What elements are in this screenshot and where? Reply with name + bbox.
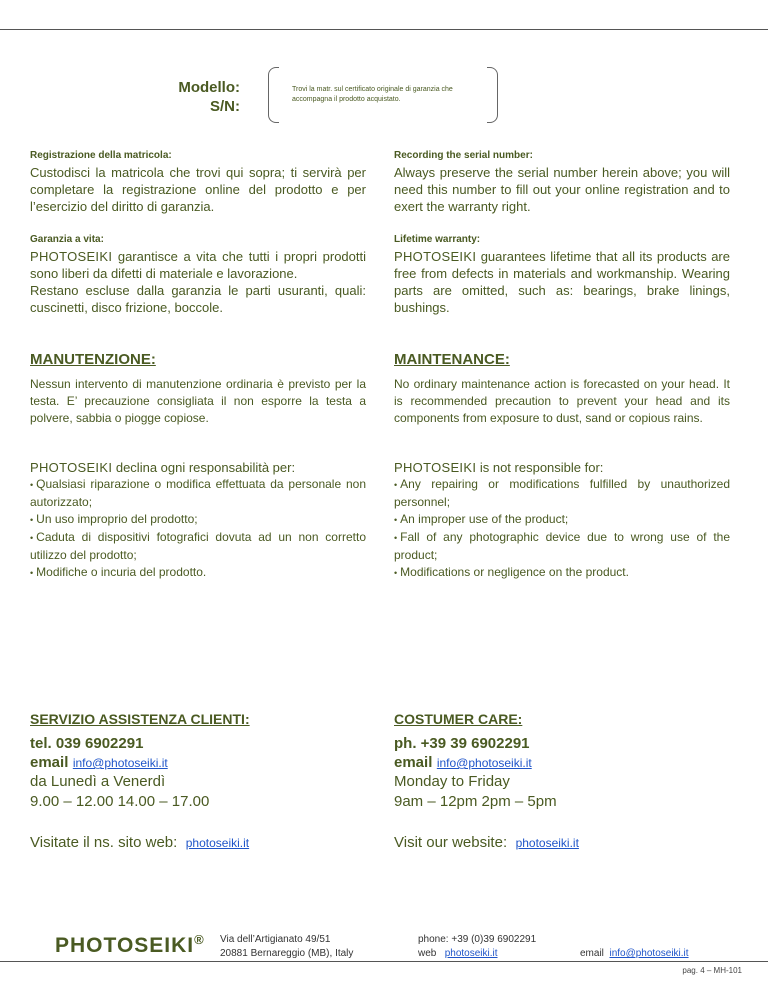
resp-item: • Modifiche o incuria del prodotto. (30, 565, 207, 579)
maint-title-en: MAINTENANCE: (394, 351, 510, 368)
warranty-text-en: guarantees lifetime that all its products are free from defects in materials and workmanship. Wearing parts are omitted, such as: bearings, brake linings, bushings. (394, 249, 730, 315)
resp-item: • Qualsiasi riparazione o modifica effettuata da personale non autorizzato; (30, 477, 366, 509)
footer-contact (418, 933, 536, 961)
right-registration (394, 150, 730, 215)
serial-note: Trovi la matr. sul certificato originale di garanzia che accompagna il prodotto acquistato. (292, 86, 453, 103)
cc-title-en: COSTUMER CARE: (394, 711, 523, 727)
reg-text-it: Custodisci la matricola che trovi qui sopra; ti servirà per completare la registrazione online del prodotto e per l’esercizio del diritto di garanzia. (30, 165, 366, 214)
email-label: email (30, 754, 69, 771)
address-line-1: Via dell’Artigianato 49/51 (220, 934, 331, 945)
right-warranty (394, 234, 730, 316)
resp-intro-it: declina ogni responsabilità per: (112, 460, 296, 475)
resp-item: • Fall of any photographic device due to wrong use of the product; (394, 530, 730, 562)
warranty-text2-it: Restano escluse dalla garanzia le parti usuranti, quali: cuscinetti, disco frizione, boccole. (30, 283, 366, 315)
resp-intro-en: is not responsible for: (476, 460, 604, 475)
resp-item: • Modifications or negligence on the product. (394, 565, 629, 579)
brand-name: PHOTOSEIKI (394, 460, 477, 475)
model-label: Modello: (178, 79, 240, 96)
resp-item: • An improper use of the product; (394, 512, 569, 526)
cc-title-it: SERVIZIO ASSISTENZA CLIENTI: (30, 711, 250, 727)
site-link[interactable]: photoseiki.it (515, 836, 579, 850)
days-en: Monday to Friday (394, 773, 510, 790)
serial-number-box (268, 67, 498, 123)
warranty-title-it: Garanzia a vita: (30, 234, 104, 245)
right-maintenance (394, 351, 730, 427)
address-line-2: 20881 Bernareggio (MB), Italy (220, 948, 354, 959)
site-label-en: Visit our website: (394, 834, 508, 851)
model-serial-labels (150, 78, 240, 116)
photoseiki-logo: PHOTOSEIKI® (55, 932, 205, 957)
footer-web-link[interactable]: photoseiki.it (444, 948, 498, 959)
bottom-rule (0, 961, 768, 962)
site-link[interactable]: photoseiki.it (185, 836, 250, 850)
maint-text-en: No ordinary maintenance action is forecasted on your head. It is recommended precaution to prevent your head and its components from exposure to dust, sand or copious rains. (394, 377, 730, 425)
reg-text-en: Always preserve the serial number herein above; you will need this number to fill out your online registration and to exert the warranty right. (394, 165, 730, 214)
email-link[interactable]: info@photoseiki.it (436, 756, 532, 770)
sn-label: S/N: (210, 98, 240, 115)
brand-name: PHOTOSEIKI (30, 460, 113, 475)
maint-title-it: MANUTENZIONE: (30, 351, 156, 368)
days-it: da Lunedì a Venerdì (30, 773, 166, 790)
email-label: email (394, 754, 433, 771)
footer-email-label: email (580, 948, 604, 959)
reg-title-it: Registrazione della matricola: (30, 150, 172, 161)
left-warranty (30, 234, 366, 316)
resp-item: • Un uso improprio del prodotto; (30, 512, 198, 526)
warranty-title-en: Lifetime warranty: (394, 234, 481, 245)
warranty-text-it: garantisce a vita che tutti i propri prodotti sono liberi da difetti di materiale e lavorazione. (30, 249, 366, 281)
brand-name: PHOTOSEIKI (30, 249, 113, 264)
footer-web-label: web (418, 948, 437, 959)
footer-address (220, 933, 353, 961)
brand-name: PHOTOSEIKI (394, 249, 477, 264)
footer-email-link[interactable]: info@photoseiki.it (609, 948, 689, 959)
site-label-it: Visitate il ns. sito web: (30, 834, 178, 851)
left-maintenance (30, 351, 366, 427)
tel-en: ph. +39 39 6902291 (394, 735, 530, 752)
right-responsibility (394, 459, 730, 582)
left-registration (30, 150, 366, 215)
left-customer-care (30, 711, 366, 812)
top-rule (0, 29, 768, 30)
right-customer-care (394, 711, 730, 812)
email-link[interactable]: info@photoseiki.it (72, 756, 168, 770)
page-number: pag. 4 – MH-101 (682, 966, 742, 975)
footer-email (580, 947, 689, 961)
left-website (30, 834, 366, 852)
footer-phone: phone: +39 (0)39 6902291 (418, 934, 537, 945)
maint-text-it: Nessun intervento di manutenzione ordinaria è previsto per la testa. E’ precauzione consigliata il non esporre la testa a polvere, sabbia o piogge copiose. (30, 377, 366, 425)
resp-item: • Caduta di dispositivi fotografici dovuta ad un non corretto utilizzo del prodotto; (30, 530, 366, 562)
resp-item: • Any repairing or modifications fulfilled by unauthorized personnel; (394, 477, 730, 509)
left-responsibility (30, 459, 366, 582)
reg-title-en: Recording the serial number: (394, 150, 533, 161)
hours-en: 9am – 12pm 2pm – 5pm (394, 793, 557, 810)
hours-it: 9.00 – 12.00 14.00 – 17.00 (30, 793, 210, 810)
tel-it: tel. 039 6902291 (30, 735, 144, 752)
right-website (394, 834, 730, 852)
